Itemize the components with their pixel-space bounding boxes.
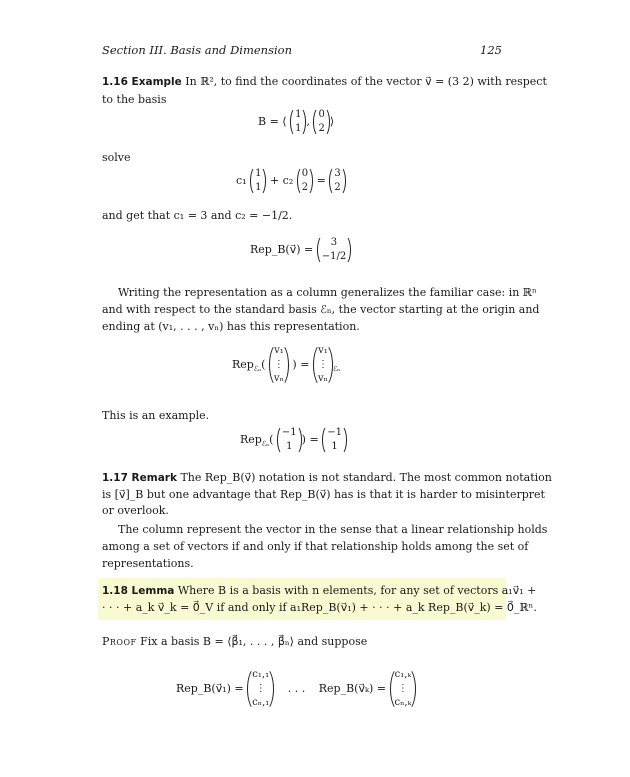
lemma-118-line2: · · · + a_k v⃗_k = 0⃗_V if and only if a₁Rep_B(v⃗₁) + · · · + a_k Rep_B(v⃗_k) = 0⃗_ℝⁿ. [102, 601, 537, 614]
rep-example-equation: Rep$_{ℰ_n}$( −1 1 ) = −1 1 [240, 425, 347, 455]
solve-equation: c₁ 1 1 + c₂ 0 2 = 3 2 [236, 166, 346, 196]
paragraph1-line1: Writing the representation as a column generalizes the familiar case: in ℝⁿ [118, 286, 537, 299]
solve-text: solve [102, 151, 131, 164]
rep-b-equation: Rep_B(v⃗) = 3 −1/2 [250, 235, 351, 265]
paragraph1-line2: and with respect to the standard basis ℰₙ, the vector starting at the origin and [102, 303, 540, 316]
paragraph2-line1: The column represent the vector in the sense that a linear relationship holds [118, 523, 548, 536]
basis-equation: B = ⟨ 1 1 , 0 2 ⟩ [258, 107, 334, 137]
proof-rep-equations: Rep_B(v⃗₁) = c₁,₁ ⋮ cₙ,₁ . . . Rep_B(v⃗ₖ) = c₁,ₖ ⋮ cₙ,ₖ [176, 667, 416, 711]
remark-117-line1: 1.17 Remark The Rep_B(v⃗) notation is not standard. The most common notation [102, 471, 552, 484]
rep-en-equation: Rep$_{ℰ_n}$( v₁ ⋮ vₙ ) = v₁ ⋮ vₙ $_{ℰ_n}$ [232, 343, 340, 387]
example-116-line2: to the basis [102, 93, 167, 106]
lemma-label: 1.18 Lemma [102, 585, 175, 597]
paragraph2-line3: representations. [102, 557, 194, 570]
paragraph2-line2: among a set of vectors if and only if that relationship holds among the set of [102, 540, 529, 553]
example-label: 1.16 Example [102, 76, 182, 88]
example-text: In ℝ², to find the coordinates of the vector v⃗ = (3 2) with respect [185, 75, 547, 88]
basis-vector-2: 0 2 [313, 107, 329, 137]
lemma-118-line1: 1.18 Lemma Where B is a basis with n elements, for any set of vectors a₁v⃗₁ + [102, 584, 537, 597]
remark-label: 1.17 Remark [102, 472, 177, 484]
section-header: Section III. Basis and Dimension [102, 43, 292, 57]
result-text: and get that c₁ = 3 and c₂ = −1/2. [102, 209, 293, 222]
remark-117-line3: or overlook. [102, 504, 169, 517]
page-number: 125 [480, 43, 502, 57]
basis-vector-1: 1 1 [290, 107, 306, 137]
proof-label: Proof [102, 635, 137, 648]
remark-117-line2: is [v⃗]_B but one advantage that Rep_B(v⃗) has is that it is harder to misinterpret [102, 488, 545, 501]
paragraph1-line3: ending at (v₁, . . . , vₙ) has this representation. [102, 320, 360, 333]
proof-line: Proof Fix a basis B = ⟨β⃗₁, . . . , β⃗ₙ⟩ and suppose [102, 635, 368, 648]
example-116-line1 [102, 75, 547, 89]
example-text-line: This is an example. [102, 409, 210, 422]
